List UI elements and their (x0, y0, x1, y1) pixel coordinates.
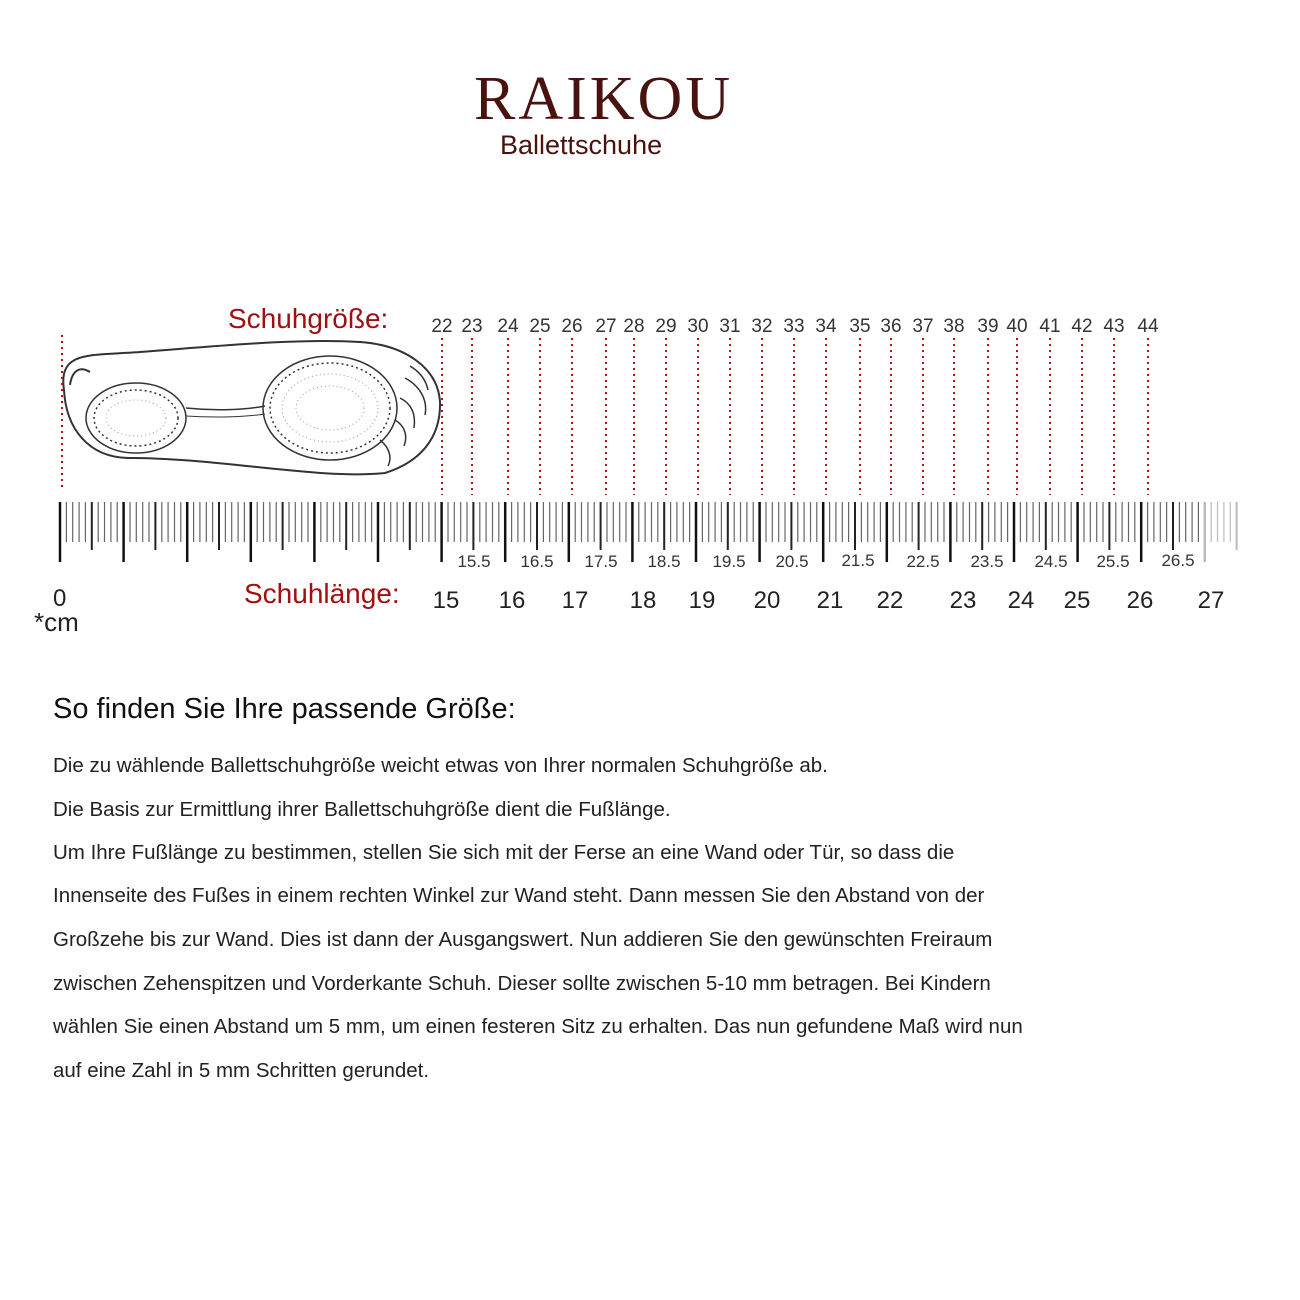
length-label: 26 (1126, 587, 1154, 614)
unit-label: *cm (34, 607, 79, 637)
shoe-size-label-item: 43 (1103, 316, 1125, 337)
half-length-label: 18.5 (647, 552, 681, 571)
half-length-label: 22.5 (906, 552, 940, 571)
shoe-size-label-item: 38 (943, 316, 965, 337)
instruction-line: zwischen Zehenspitzen und Vorderkante Schuh. Dieser sollte zwischen 5-10 mm betragen. Bei Kindern (53, 972, 991, 995)
shoe-size-label-item: 40 (1006, 316, 1028, 337)
instruction-line: auf eine Zahl in 5 mm Schritten gerundet. (53, 1059, 430, 1082)
half-length-label: 25.5 (1096, 552, 1130, 571)
shoe-size-label-item: 44 (1137, 316, 1159, 337)
length-label: 23 (949, 587, 977, 614)
length-label: 21 (816, 587, 844, 614)
shoe-size-label: Schuhgröße: (228, 303, 389, 334)
brand-name: RAIKOU (474, 65, 734, 133)
size-chart (0, 290, 1300, 650)
half-length-label: 26.5 (1161, 551, 1195, 570)
half-length-label: 23.5 (970, 552, 1004, 571)
brand-subtitle: Ballettschuhe (500, 130, 663, 160)
length-labels (433, 587, 1225, 614)
shoe-size-label-item: 25 (529, 316, 551, 337)
shoe-size-label-item: 42 (1071, 316, 1093, 337)
length-label: 18 (629, 587, 657, 614)
zero-label: 0 (53, 585, 67, 612)
shoe-size-label-item: 41 (1039, 316, 1061, 337)
half-length-label: 19.5 (712, 552, 746, 571)
shoe-size-label-item: 37 (912, 316, 934, 337)
instruction-line: wählen Sie einen Abstand um 5 mm, um einen festeren Sitz zu erhalten. Das nun gefundene Maß wird nun (53, 1015, 1023, 1038)
shoe-size-label-item: 32 (751, 316, 773, 337)
length-label: 19 (688, 587, 716, 614)
instruction-line: Um Ihre Fußlänge zu bestimmen, stellen Sie sich mit der Ferse an eine Wand oder Tür, so dass die (53, 841, 955, 864)
shoe-length-label: Schuhlänge: (244, 578, 400, 609)
shoe-size-label-item: 27 (595, 316, 617, 337)
instructions-heading: So finden Sie Ihre passende Größe: (53, 693, 516, 725)
shoe-size-label-item: 39 (977, 316, 999, 337)
shoe-size-label-item: 35 (849, 316, 871, 337)
shoe-size-label-item: 26 (561, 316, 583, 337)
instruction-line: Die Basis zur Ermittlung ihrer Ballettschuhgröße dient die Fußlänge. (53, 798, 671, 821)
length-label: 24 (1007, 587, 1035, 614)
shoe-size-label-item: 22 (431, 316, 453, 337)
length-label: 27 (1197, 587, 1225, 614)
length-label: 17 (561, 587, 589, 614)
shoe-size-label-item: 33 (783, 316, 805, 337)
half-length-label: 20.5 (775, 552, 809, 571)
shoe-size-label-item: 31 (719, 316, 741, 337)
half-length-label: 17.5 (584, 552, 618, 571)
half-length-label: 16.5 (520, 552, 554, 571)
half-length-label: 24.5 (1034, 552, 1068, 571)
shoe-size-label-item: 24 (497, 316, 519, 337)
shoe-size-label-item: 34 (815, 316, 837, 337)
shoe-size-label-item: 28 (623, 316, 645, 337)
shoe-size-label-item: 29 (655, 316, 677, 337)
instruction-line: Großzehe bis zur Wand. Dies ist dann der Ausgangswert. Nun addieren Sie den gewünschten Freiraum (53, 928, 993, 951)
shoe-size-marks (431, 316, 1159, 495)
half-length-label: 21.5 (841, 551, 875, 570)
shoe-size-label-item: 36 (880, 316, 902, 337)
ballet-shoe-illustration (63, 341, 440, 474)
length-label: 20 (753, 587, 781, 614)
half-length-label: 15.5 (457, 552, 491, 571)
shoe-size-label-item: 23 (461, 316, 483, 337)
length-label: 22 (876, 587, 904, 614)
instruction-line: Innenseite des Fußes in einem rechten Winkel zur Wand steht. Dann messen Sie den Abstand von der (53, 884, 985, 907)
length-label: 25 (1063, 587, 1091, 614)
instruction-line: Die zu wählende Ballettschuhgröße weicht etwas von Ihrer normalen Schuhgröße ab. (53, 754, 828, 777)
length-label: 16 (498, 587, 526, 614)
shoe-size-label-item: 30 (687, 316, 709, 337)
length-label: 15 (432, 587, 460, 614)
